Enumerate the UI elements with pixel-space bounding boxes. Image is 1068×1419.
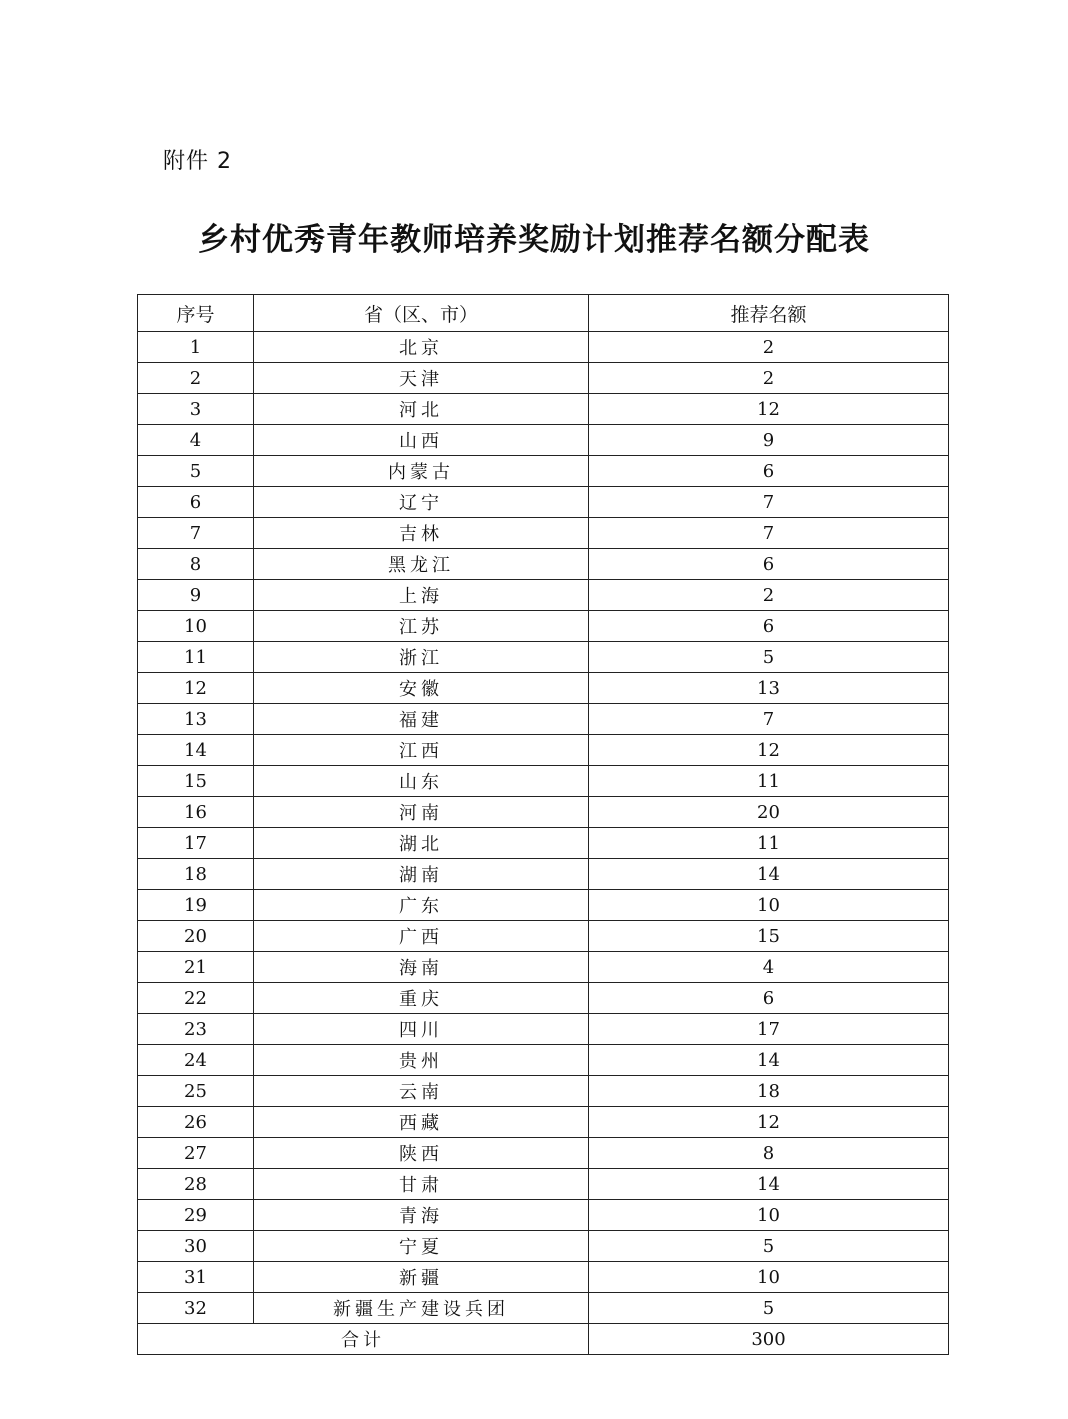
cell-province: 内蒙古 xyxy=(254,456,589,487)
cell-province: 吉林 xyxy=(254,518,589,549)
cell-quota: 12 xyxy=(589,394,949,425)
cell-quota: 2 xyxy=(589,332,949,363)
cell-quota: 13 xyxy=(589,673,949,704)
cell-no: 28 xyxy=(138,1169,254,1200)
table-row xyxy=(138,1138,949,1169)
table-row xyxy=(138,673,949,704)
cell-no: 27 xyxy=(138,1138,254,1169)
cell-no: 26 xyxy=(138,1107,254,1138)
cell-province: 重庆 xyxy=(254,983,589,1014)
table-row xyxy=(138,394,949,425)
table-row xyxy=(138,1231,949,1262)
cell-no: 24 xyxy=(138,1045,254,1076)
table-row xyxy=(138,1293,949,1324)
cell-province: 山西 xyxy=(254,425,589,456)
total-value: 300 xyxy=(589,1324,949,1355)
table-row xyxy=(138,952,949,983)
cell-no: 29 xyxy=(138,1200,254,1231)
cell-province: 海南 xyxy=(254,952,589,983)
cell-province: 福建 xyxy=(254,704,589,735)
cell-quota: 6 xyxy=(589,983,949,1014)
cell-no: 15 xyxy=(138,766,254,797)
cell-quota: 5 xyxy=(589,642,949,673)
cell-province: 四川 xyxy=(254,1014,589,1045)
table-row xyxy=(138,363,949,394)
cell-quota: 20 xyxy=(589,797,949,828)
cell-quota: 18 xyxy=(589,1076,949,1107)
cell-province: 广西 xyxy=(254,921,589,952)
table-row xyxy=(138,487,949,518)
table-row xyxy=(138,1014,949,1045)
table-row xyxy=(138,859,949,890)
cell-province: 新疆 xyxy=(254,1262,589,1293)
cell-no: 31 xyxy=(138,1262,254,1293)
cell-quota: 5 xyxy=(589,1231,949,1262)
cell-no: 32 xyxy=(138,1293,254,1324)
cell-province: 上海 xyxy=(254,580,589,611)
cell-quota: 2 xyxy=(589,580,949,611)
cell-quota: 7 xyxy=(589,518,949,549)
cell-no: 7 xyxy=(138,518,254,549)
cell-no: 4 xyxy=(138,425,254,456)
attachment-label: 附件 2 xyxy=(163,149,232,174)
cell-quota: 17 xyxy=(589,1014,949,1045)
cell-quota: 12 xyxy=(589,1107,949,1138)
cell-quota: 10 xyxy=(589,1200,949,1231)
cell-province: 江苏 xyxy=(254,611,589,642)
cell-province: 江西 xyxy=(254,735,589,766)
column-header-no: 序号 xyxy=(138,295,254,332)
cell-no: 19 xyxy=(138,890,254,921)
table-row xyxy=(138,1107,949,1138)
cell-no: 9 xyxy=(138,580,254,611)
table-row xyxy=(138,797,949,828)
cell-no: 23 xyxy=(138,1014,254,1045)
table-row xyxy=(138,1169,949,1200)
cell-province: 北京 xyxy=(254,332,589,363)
table-row xyxy=(138,735,949,766)
cell-quota: 14 xyxy=(589,859,949,890)
cell-province: 新疆生产建设兵团 xyxy=(254,1293,589,1324)
cell-province: 陕西 xyxy=(254,1138,589,1169)
table-row xyxy=(138,921,949,952)
cell-quota: 7 xyxy=(589,487,949,518)
cell-quota: 14 xyxy=(589,1169,949,1200)
cell-province: 贵州 xyxy=(254,1045,589,1076)
cell-province: 安徽 xyxy=(254,673,589,704)
table-row xyxy=(138,1262,949,1293)
table-row xyxy=(138,580,949,611)
total-label: 合计 xyxy=(138,1324,589,1355)
cell-no: 3 xyxy=(138,394,254,425)
table-row xyxy=(138,456,949,487)
cell-province: 宁夏 xyxy=(254,1231,589,1262)
cell-no: 14 xyxy=(138,735,254,766)
cell-quota: 6 xyxy=(589,549,949,580)
cell-province: 山东 xyxy=(254,766,589,797)
table-row xyxy=(138,890,949,921)
quota-table xyxy=(137,294,949,1355)
table-row xyxy=(138,549,949,580)
table-row xyxy=(138,518,949,549)
cell-no: 6 xyxy=(138,487,254,518)
cell-quota: 12 xyxy=(589,735,949,766)
table-header-row xyxy=(138,295,949,332)
cell-quota: 11 xyxy=(589,766,949,797)
cell-quota: 9 xyxy=(589,425,949,456)
cell-quota: 11 xyxy=(589,828,949,859)
cell-no: 2 xyxy=(138,363,254,394)
cell-no: 11 xyxy=(138,642,254,673)
cell-province: 河北 xyxy=(254,394,589,425)
cell-no: 8 xyxy=(138,549,254,580)
cell-no: 21 xyxy=(138,952,254,983)
cell-no: 1 xyxy=(138,332,254,363)
cell-province: 河南 xyxy=(254,797,589,828)
total-row xyxy=(138,1324,949,1355)
table-row xyxy=(138,828,949,859)
cell-no: 20 xyxy=(138,921,254,952)
cell-quota: 15 xyxy=(589,921,949,952)
column-header-province: 省（区、市） xyxy=(254,295,589,332)
cell-quota: 6 xyxy=(589,611,949,642)
cell-no: 30 xyxy=(138,1231,254,1262)
table-row xyxy=(138,425,949,456)
cell-province: 辽宁 xyxy=(254,487,589,518)
cell-quota: 14 xyxy=(589,1045,949,1076)
table-row xyxy=(138,983,949,1014)
cell-province: 天津 xyxy=(254,363,589,394)
cell-quota: 8 xyxy=(589,1138,949,1169)
table-row xyxy=(138,1045,949,1076)
cell-quota: 5 xyxy=(589,1293,949,1324)
cell-quota: 2 xyxy=(589,363,949,394)
cell-quota: 4 xyxy=(589,952,949,983)
page-title: 乡村优秀青年教师培养奖励计划推荐名额分配表 xyxy=(198,222,870,258)
cell-no: 17 xyxy=(138,828,254,859)
cell-province: 青海 xyxy=(254,1200,589,1231)
cell-no: 22 xyxy=(138,983,254,1014)
table-row xyxy=(138,332,949,363)
table-row xyxy=(138,611,949,642)
cell-no: 13 xyxy=(138,704,254,735)
cell-province: 湖南 xyxy=(254,859,589,890)
cell-province: 西藏 xyxy=(254,1107,589,1138)
cell-province: 浙江 xyxy=(254,642,589,673)
table-body xyxy=(138,332,949,1324)
cell-quota: 6 xyxy=(589,456,949,487)
cell-no: 12 xyxy=(138,673,254,704)
cell-province: 湖北 xyxy=(254,828,589,859)
cell-no: 18 xyxy=(138,859,254,890)
cell-no: 25 xyxy=(138,1076,254,1107)
table-row xyxy=(138,1076,949,1107)
table-row xyxy=(138,1200,949,1231)
cell-province: 云南 xyxy=(254,1076,589,1107)
cell-no: 16 xyxy=(138,797,254,828)
cell-no: 10 xyxy=(138,611,254,642)
table-row xyxy=(138,642,949,673)
cell-province: 甘肃 xyxy=(254,1169,589,1200)
cell-province: 广东 xyxy=(254,890,589,921)
cell-quota: 10 xyxy=(589,890,949,921)
cell-province: 黑龙江 xyxy=(254,549,589,580)
table-row xyxy=(138,704,949,735)
cell-no: 5 xyxy=(138,456,254,487)
cell-quota: 7 xyxy=(589,704,949,735)
cell-quota: 10 xyxy=(589,1262,949,1293)
column-header-quota: 推荐名额 xyxy=(589,295,949,332)
table-row xyxy=(138,766,949,797)
